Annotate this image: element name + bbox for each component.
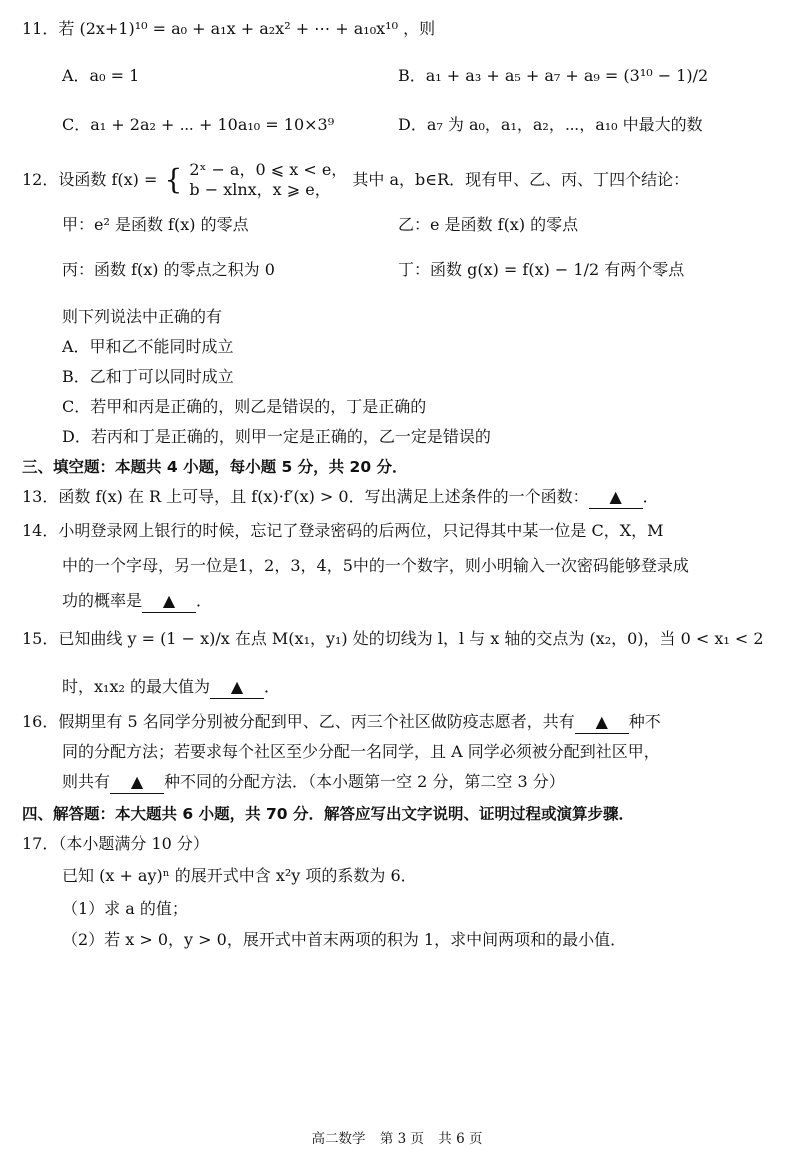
q13-text: 13．函数 f(x) 在 R 上可导，且 f(x)·f′(x) > 0．写出满足上述条件的一个函数： [22,487,589,506]
q15-line-1: 15．已知曲线 y = (1 − x)/x 在点 M(x₁，y₁) 处的切线为 l，l 与 x 轴的交点为 (x₂，0)，当 0 < x₁ < 2 [22,629,764,648]
q13-answer-blank: ▲ [589,486,643,509]
q14-line-1: 14．小明登录网上银行的时候，忘记了登录密码的后两位，只记得其中某一位是 C，X，M [22,521,664,540]
q17-stem: 已知 (x + ay)ⁿ 的展开式中含 x²y 项的系数为 6． [62,866,417,885]
q12-option-c: C．若甲和丙是正确的，则乙是错误的，丁是正确的 [62,397,427,416]
section-4-title: 四、解答题：本大题共 6 小题，共 70 分．解答应写出文字说明、证明过程或演算步骤． [22,805,634,823]
q11-option-c: C．a₁ + 2a₂ + ⋯ + 10a₁₀ = 10×3⁹ [62,115,335,134]
q16-line-3 [62,771,565,794]
q14-line-2: 中的一个字母，另一位是1，2，3，4，5中的一个数字，则小明输入一次密码能够登录成 [62,556,689,575]
q15-line-2-text: 时，x₁x₂ 的最大值为 [62,677,210,696]
q12-stem [22,160,689,200]
q15-end: ． [263,677,280,696]
q17-part-1: （1）求 a 的值； [62,899,188,918]
q17-part-2: （2）若 x > 0，y > 0，展开式中首末两项的积为 1，求中间两项和的最小值． [62,930,627,949]
q11-stem: 11．若 (2x+1)¹⁰ = a₀ + a₁x + a₂x² + ⋯ + a₁₀x¹⁰ ，则 [22,19,436,38]
q15-line-2 [62,676,280,699]
q12-statement-bing: 丙：函数 f(x) 的零点之积为 0 [62,260,275,279]
q14-end: ． [196,591,213,610]
q12-option-d: D．若丙和丁是正确的，则甲一定是正确的，乙一定是错误的 [62,427,491,446]
q16-answer-blank-2: ▲ [110,771,164,794]
q12-option-b: B．乙和丁可以同时成立 [62,367,234,386]
q16-line-1 [22,711,661,734]
q14-line-3 [62,590,212,613]
q11-option-d: D．a₇ 为 a₀，a₁，a₂，⋯，a₁₀ 中最大的数 [398,115,703,134]
q14-answer-blank: ▲ [142,590,196,613]
q12-case-2: b − xlnx，x ⩾ e， [189,180,331,199]
footer-page-number: 第 3 页 [379,1131,424,1147]
q17-title: 17．（本小题满分 10 分） [22,834,209,853]
q12-statement-jia: 甲：e² 是函数 f(x) 的零点 [62,215,249,234]
q16-line-1-tail: 种不 [628,712,661,731]
q14-line-3-text: 功的概率是 [62,591,143,610]
q15-answer-blank: ▲ [210,676,264,699]
piecewise-cases [189,160,347,200]
q13-end: ． [642,487,659,506]
q13-line [22,486,659,509]
q12-case-1: 2ˣ − a，0 ⩽ x < e， [189,160,348,179]
q12-statement-yi: 乙：e 是函数 f(x) 的零点 [398,215,579,234]
page-footer [0,1127,794,1147]
q12-stem-prefix: 12．设函数 f(x) = [22,170,158,189]
q12-stem-suffix: 其中 a，b∈R．现有甲、乙、丙、丁四个结论： [352,170,690,189]
q12-question: 则下列说法中正确的有 [62,307,223,326]
q11-option-a: A．a₀ = 1 [62,66,140,85]
q12-option-a: A．甲和乙不能同时成立 [62,337,234,356]
q11-option-b: B．a₁ + a₃ + a₅ + a₇ + a₉ = (3¹⁰ − 1)/2 [398,66,709,85]
q16-line-3-head: 则共有 [62,772,111,791]
q16-answer-blank-1: ▲ [575,711,629,734]
footer-total-pages: 共 6 页 [438,1131,483,1147]
section-3-title: 三、填空题：本题共 4 小题，每小题 5 分，共 20 分． [22,458,408,476]
q16-line-2: 同的分配方法；若要求每个社区至少分配一名同学，且 A 同学必须被分配到社区甲， [62,742,660,761]
footer-subject: 高二数学 [311,1131,366,1147]
left-brace-symbol: { [164,163,183,196]
q16-line-1-text: 16．假期里有 5 名同学分别被分配到甲、乙、丙三个社区做防疫志愿者，共有 [22,712,575,731]
q12-statement-ding: 丁：函数 g(x) = f(x) − 1/2 有两个零点 [398,260,685,279]
q16-line-3-tail: 种不同的分配方法．（本小题第一空 2 分，第二空 3 分） [164,772,565,791]
